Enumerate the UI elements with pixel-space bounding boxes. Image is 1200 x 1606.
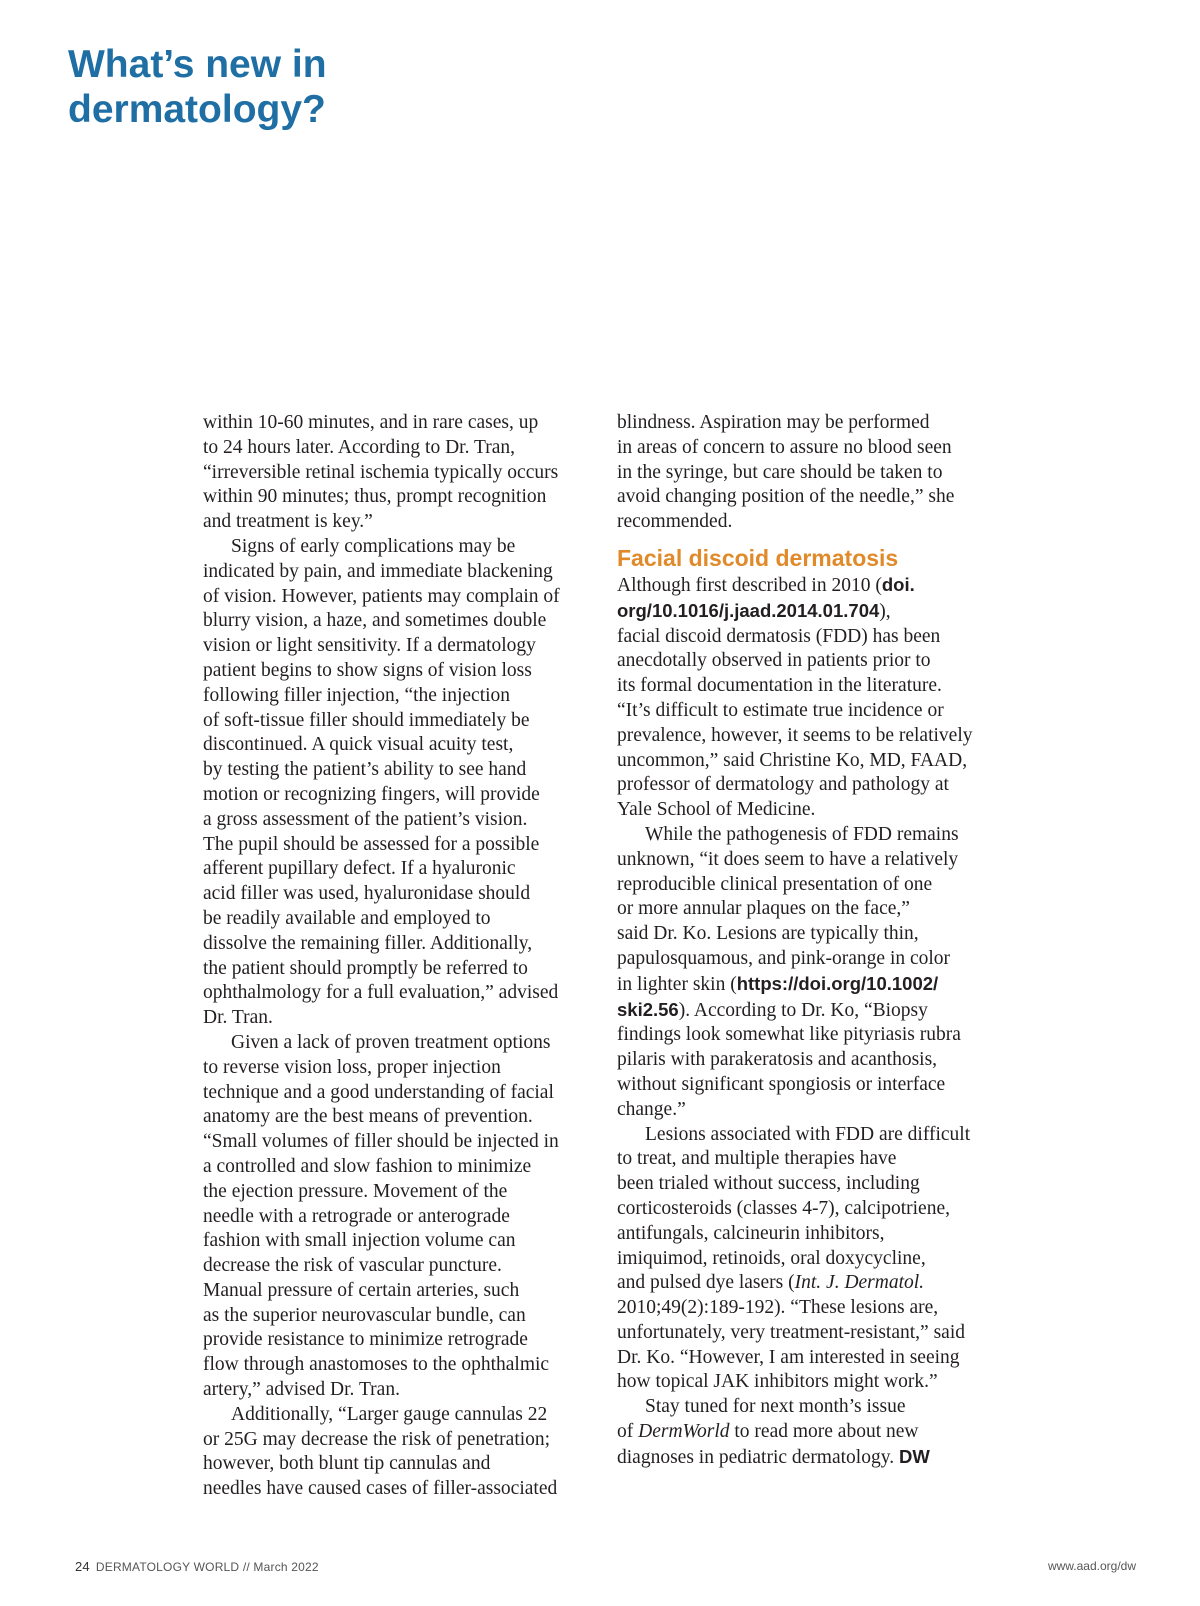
- headline-line-1: What’s new in: [68, 43, 327, 86]
- text-line: said Dr. Ko. Lesions are typically thin,: [617, 923, 919, 945]
- text-line: in the syringe, but care should be taken to: [617, 461, 943, 483]
- text-line: needle with a retrograde or anterograde: [203, 1205, 510, 1227]
- text-line: decrease the risk of vascular puncture.: [203, 1255, 502, 1277]
- paragraph-fdd-intro-rest: [617, 625, 1012, 823]
- text-line: Given a lack of proven treatment options: [231, 1031, 551, 1053]
- text-line: motion or recognizing fingers, will provide: [203, 783, 540, 805]
- text-line: provide resistance to minimize retrograde: [203, 1329, 528, 1351]
- text-line: as the superior neurovascular bundle, can: [203, 1304, 526, 1326]
- text-span: Although first described in 2010 (: [617, 574, 882, 596]
- text-line: 2010;49(2):189-192). “These lesions are,: [617, 1297, 939, 1319]
- text-line: While the pathogenesis of FDD remains: [645, 823, 959, 845]
- text-line: prevalence, however, it seems to be relatively: [617, 724, 973, 746]
- text-line: papulosquamous, and pink-orange in color: [617, 947, 951, 969]
- text-line: professor of dermatology and pathology at: [617, 774, 949, 796]
- text-line: Dr. Ko. “However, I am interested in seeing: [617, 1346, 960, 1368]
- text-line: facial discoid dermatosis (FDD) has been: [617, 625, 941, 647]
- paragraph-treatment-lines: [617, 1123, 1012, 1272]
- journal-citation: Int. J. Dermatol.: [794, 1272, 925, 1294]
- text-line: recommended.: [617, 511, 733, 533]
- text-line: be readily available and employed to: [203, 907, 491, 929]
- text-line: flow through anastomoses to the ophthalmic: [203, 1354, 550, 1376]
- text-line: “It’s difficult to estimate true incidence or: [617, 699, 944, 721]
- text-line: Stay tuned for next month’s issue: [645, 1396, 906, 1418]
- paragraph-treatment: [617, 1123, 1012, 1396]
- text-line: and treatment is key.”: [203, 511, 373, 533]
- text-line: anatomy are the best means of prevention.: [203, 1106, 533, 1128]
- text-line: change.”: [617, 1098, 686, 1120]
- text-line: however, both blunt tip cannulas and: [203, 1453, 491, 1475]
- left-column: [203, 411, 598, 1502]
- text-line: needles have caused cases of filler-associated: [203, 1478, 558, 1500]
- text-line: vision or light sensitivity. If a dermatology: [203, 635, 536, 657]
- text-span: ). According to Dr. Ko, “Biopsy: [678, 999, 928, 1021]
- text-line: ophthalmology for a full evaluation,” advised: [203, 982, 559, 1004]
- doi-link-ski2[interactable]: https://doi.org/10.1002/: [736, 972, 939, 994]
- text-line: within 90 minutes; thus, prompt recognition: [203, 486, 547, 508]
- magazine-name: DermWorld: [638, 1421, 730, 1443]
- text-line: The pupil should be assessed for a possible: [203, 833, 540, 855]
- text-line: within 10-60 minutes, and in rare cases, up: [203, 412, 539, 433]
- page-number: 24: [75, 1559, 90, 1574]
- paragraph-pathogenesis: [617, 823, 1012, 1123]
- text-span: in lighter skin (: [617, 973, 737, 995]
- text-line: artery,” advised Dr. Tran.: [203, 1379, 400, 1401]
- paragraph-treatment-lines-after: [617, 1296, 1012, 1395]
- text-line: uncommon,” said Christine Ko, MD, FAAD,: [617, 749, 968, 771]
- text-line: [617, 1420, 1012, 1445]
- text-line: in areas of concern to assure no blood seen: [617, 436, 952, 458]
- text-line: unknown, “it does seem to have a relatively: [617, 848, 959, 870]
- text-span: ),: [879, 600, 891, 622]
- text-line: acid filler was used, hyaluronidase should: [203, 883, 531, 905]
- text-line: how topical JAK inhibitors might work.”: [617, 1371, 938, 1393]
- text-line: of soft-tissue filler should immediately be: [203, 709, 530, 731]
- footer-url[interactable]: www.aad.org/dw: [1047, 1559, 1136, 1573]
- text-line: following filler injection, “the injection: [203, 684, 511, 706]
- text-line: [617, 573, 1012, 599]
- text-span: and pulsed dye lasers (: [617, 1272, 795, 1294]
- text-line: dissolve the remaining filler. Additionally,: [203, 932, 533, 954]
- text-line: discontinued. A quick visual acuity test,: [203, 734, 514, 756]
- headline-line-2: dermatology?: [68, 88, 326, 131]
- text-span: to read more about new: [729, 1421, 919, 1443]
- paragraph-fdd-intro: [617, 573, 1012, 823]
- text-line: to reverse vision loss, proper injection: [203, 1056, 501, 1078]
- text-span: diagnoses in pediatric dermatology.: [617, 1446, 899, 1468]
- text-line: reproducible clinical presentation of one: [617, 873, 933, 895]
- text-line: “irreversible retinal ischemia typically occurs: [203, 461, 559, 483]
- text-line: without significant spongiosis or interface: [617, 1073, 946, 1095]
- text-line: or 25G may decrease the risk of penetration;: [203, 1428, 551, 1450]
- text-line: imiquimod, retinoids, oral doxycycline,: [617, 1247, 926, 1269]
- text-line: avoid changing position of the needle,” she: [617, 486, 955, 508]
- paragraph-pathogenesis-lines: [617, 823, 1012, 972]
- text-line: “Small volumes of filler should be injected in: [203, 1131, 559, 1153]
- text-line: a gross assessment of the patient’s vision.: [203, 808, 528, 830]
- paragraph-pathogenesis-lines-after: [617, 1023, 1012, 1122]
- text-line: Manual pressure of certain arteries, such: [203, 1279, 520, 1301]
- publication-name: DERMATOLOGY WORLD // March 2022: [95, 1560, 319, 1574]
- text-line: [617, 599, 1012, 625]
- doi-link-jaad-cont[interactable]: org/10.1016/j.jaad.2014.01.704: [617, 599, 880, 621]
- paragraph-closing: [617, 1395, 1012, 1470]
- dw-signoff: DW: [898, 1445, 930, 1467]
- text-line: Signs of early complications may be: [231, 535, 516, 557]
- text-line: [617, 972, 1012, 998]
- text-line: afferent pupillary defect. If a hyaluronic: [203, 858, 516, 880]
- section-heading-facial-discoid: Facial discoid dermatosis: [617, 544, 899, 571]
- text-span: of: [617, 1421, 639, 1443]
- page-headline: [68, 42, 327, 132]
- text-line: unfortunately, very treatment-resistant,” said: [617, 1321, 965, 1343]
- text-line: Yale School of Medicine.: [617, 799, 816, 821]
- text-line: or more annular plaques on the face,”: [617, 898, 910, 920]
- text-line: a controlled and slow fashion to minimize: [203, 1155, 532, 1177]
- text-line: anecdotally observed in patients prior to: [617, 650, 931, 672]
- text-line: [617, 1271, 1012, 1296]
- doi-link-ski2-cont[interactable]: ski2.56: [617, 998, 679, 1020]
- text-line: Lesions associated with FDD are difficult: [645, 1123, 971, 1145]
- text-line: by testing the patient’s ability to see hand: [203, 759, 527, 781]
- text-line: antifungals, calcineurin inhibitors,: [617, 1222, 885, 1244]
- text-line: to 24 hours later. According to Dr. Tran,: [203, 436, 515, 458]
- right-intro-paragraph: [617, 411, 1012, 535]
- text-line: Additionally, “Larger gauge cannulas 22: [231, 1403, 548, 1425]
- text-line: corticosteroids (classes 4-7), calcipotriene,: [617, 1197, 950, 1219]
- text-line: the ejection pressure. Movement of the: [203, 1180, 508, 1202]
- text-line: patient begins to show signs of vision loss: [203, 659, 532, 681]
- text-line: blindness. Aspiration may be performed: [617, 412, 930, 433]
- doi-link-jaad[interactable]: doi.: [881, 573, 915, 595]
- text-line: indicated by pain, and immediate blackening: [203, 560, 553, 582]
- text-line: technique and a good understanding of facial: [203, 1081, 554, 1103]
- text-line: fashion with small injection volume can: [203, 1230, 516, 1252]
- text-line: the patient should promptly be referred to: [203, 957, 528, 979]
- text-line: to treat, and multiple therapies have: [617, 1148, 897, 1170]
- text-line: [617, 998, 1012, 1024]
- text-line: [617, 1445, 1012, 1471]
- text-line: Dr. Tran.: [203, 1007, 273, 1029]
- text-line: findings look somewhat like pityriasis rubra: [617, 1024, 961, 1046]
- text-line: blurry vision, a haze, and sometimes double: [203, 610, 547, 632]
- footer-publication: [75, 1559, 319, 1574]
- right-column: [617, 411, 1012, 1471]
- text-line: pilaris with parakeratosis and acanthosis,: [617, 1049, 938, 1071]
- text-line: been trialed without success, including: [617, 1173, 920, 1195]
- text-line: of vision. However, patients may complain of: [203, 585, 560, 607]
- text-line: its formal documentation in the literature.: [617, 675, 942, 697]
